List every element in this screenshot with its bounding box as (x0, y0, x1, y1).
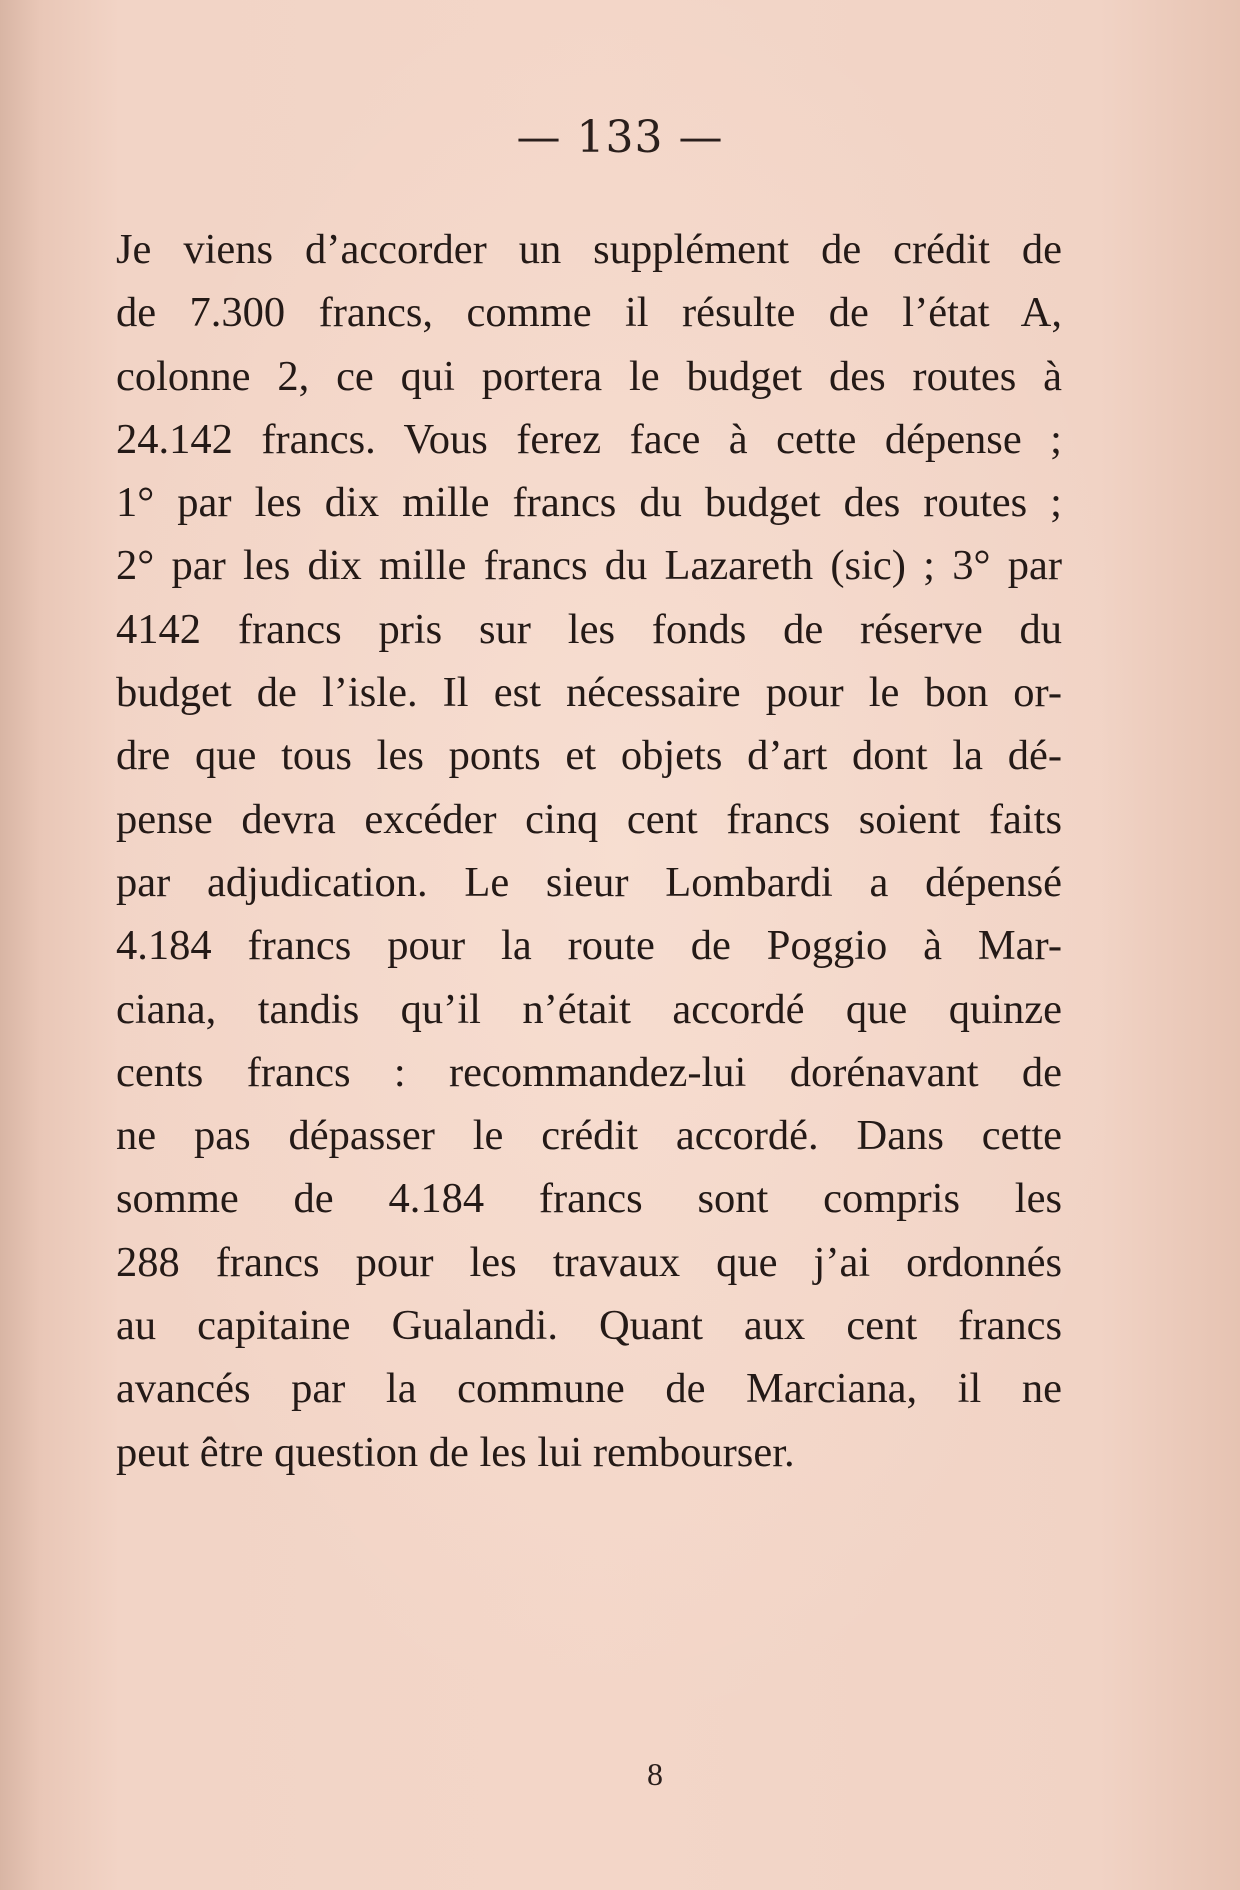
text-line: 288 francs pour les travaux que j’ai ordonnés (116, 1238, 1062, 1286)
text-line: Je viens d’accorder un supplément de crédit de (116, 226, 1062, 273)
page-number: — 133 — (516, 112, 724, 163)
text-line: colonne 2, ce qui portera le budget des routes à (116, 352, 1062, 400)
text-line: 24.142 francs. Vous ferez face à cette dépense ; (116, 415, 1062, 463)
text-line: de 7.300 francs, comme il résulte de l’état A, (116, 289, 1062, 337)
text-line: pense devra excéder cinq cent francs soient faits (116, 795, 1062, 843)
text-line: somme de 4.184 francs sont compris les (116, 1175, 1062, 1223)
text-line: 1° par les dix mille francs du budget des routes ; (116, 479, 1062, 527)
text-line: ciana, tandis qu’il n’était accordé que quinze (116, 985, 1062, 1033)
text-line: peut être question de les lui rembourser. (116, 1428, 795, 1476)
body-paragraph (116, 218, 1062, 1484)
text-line: avancés par la commune de Marciana, il ne (116, 1365, 1062, 1413)
text-line: ne pas dépasser le crédit accordé. Dans cette (116, 1112, 1062, 1160)
signature-mark: 8 (647, 1756, 663, 1792)
text-line: 2° par les dix mille francs du Lazareth (sic) ; 3° par (116, 542, 1062, 590)
text-line: dre que tous les ponts et objets d’art dont la dé- (116, 732, 1062, 780)
text-line: 4142 francs pris sur les fonds de réserve du (116, 605, 1062, 653)
text-line: par adjudication. Le sieur Lombardi a dépensé (116, 858, 1062, 906)
text-line: cents francs : recommandez-lui dorénavant de (116, 1048, 1062, 1096)
text-line: 4.184 francs pour la route de Poggio à Mar- (116, 922, 1062, 970)
text-line: budget de l’isle. Il est nécessaire pour le bon or- (116, 669, 1062, 717)
text-line: au capitaine Gualandi. Quant aux cent francs (116, 1302, 1062, 1350)
